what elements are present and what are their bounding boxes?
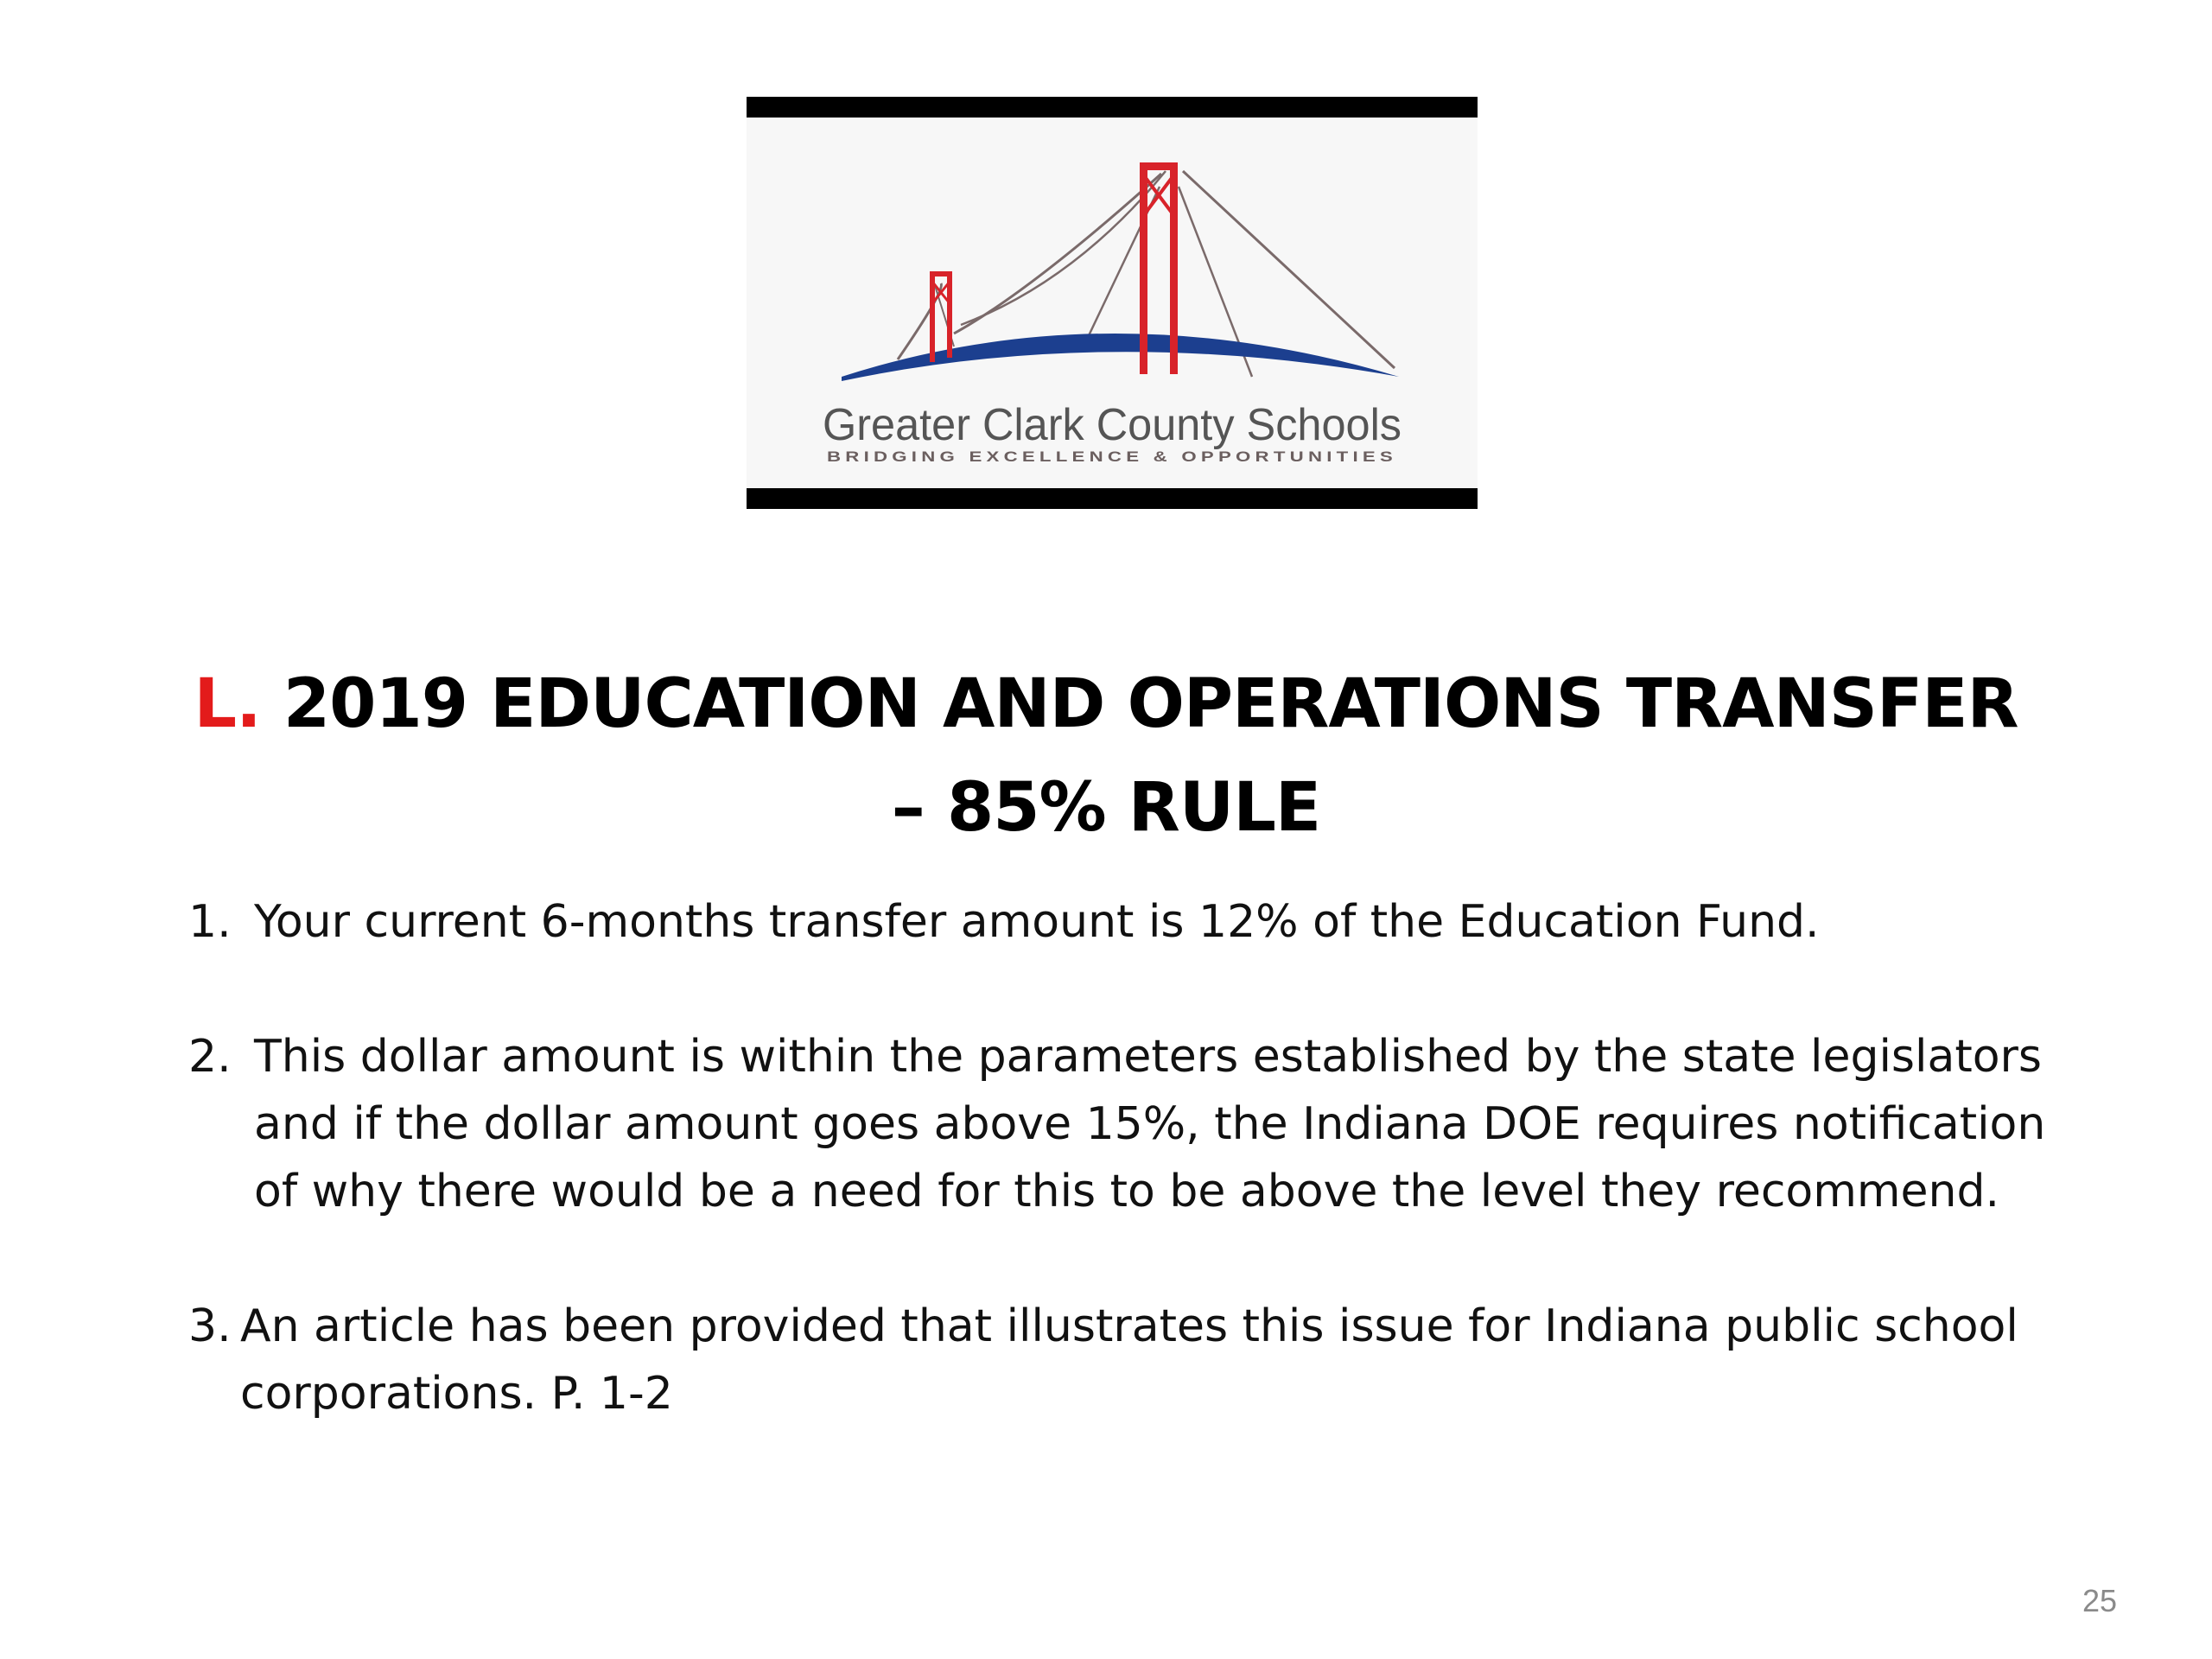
list-item-text: This dollar amount is within the parameters established by the state legislators and if the dollar amount goes above 15%, the Indiana DOE requires notification of why there would be a need for this to be above the level they recommend. [254,1031,2046,1217]
list-item-number: 3. [188,1300,232,1352]
list-item [188,1023,2072,1225]
title-prefix: L. [194,665,261,743]
school-logo [747,97,1478,509]
title-line-1 [173,652,2039,756]
list-item-text: Your current 6-months transfer amount is 12% of the Education Fund. [254,896,1820,948]
bridge-logo-icon [747,118,1478,488]
logo-bottom-bar [747,488,1478,509]
list-item-number: 2. [188,1031,232,1083]
logo-top-bar [747,97,1478,118]
page-number: 25 [2082,1583,2117,1618]
list-item [188,888,2072,956]
list-item-number: 1. [188,896,232,948]
title-line-1-text: 2019 EDUCATION AND OPERATIONS TRANSFER [260,665,2018,743]
list-item [188,1293,2072,1427]
logo-tagline: BRIDGING EXCELLENCE & OPPORTUNITIES [827,448,1397,465]
list-item-text: An article has been provided that illustrates this issue for Indiana public school corporations. P. 1-2 [240,1300,2018,1420]
logo-name: Greater Clark County Schools [823,400,1402,450]
slide-title [173,652,2039,860]
title-line-2: – 85% RULE [891,769,1321,847]
